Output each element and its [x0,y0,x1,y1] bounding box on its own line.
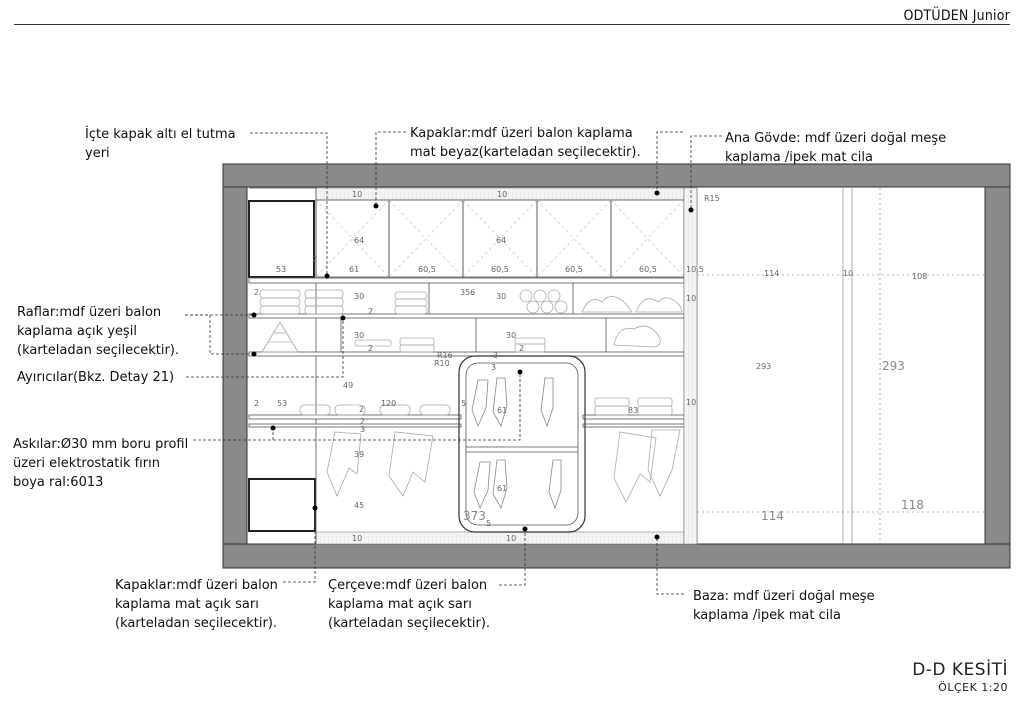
dim-label: 2 [360,417,366,426]
dim-label: 3 [491,363,497,372]
dim-label: 64 [496,236,507,245]
dim-label: 293 [756,362,772,371]
dim-label: 61 [497,484,508,493]
dim-label: 10 [506,534,517,543]
dim-label: 10 [843,269,854,278]
dim-label: 5 [486,519,492,528]
dim-label: 10 [686,294,697,303]
dim-label: 108 [912,272,928,281]
base-strip [316,532,684,544]
title-block [912,660,1008,694]
dim-label: 356 [460,288,476,297]
dim-label: 60,5 [418,265,436,274]
dim-label: 64 [354,236,365,245]
right-section-lines [697,188,985,544]
dim-label: 10 [352,534,363,543]
dim-label: 2 [312,255,318,264]
dim-label: 2 [519,344,525,353]
dim-label: 30 [506,331,517,340]
dim-label: 53 [276,265,287,274]
dim-label: R15 [704,194,720,203]
carcass-bottom [223,544,1010,568]
dim-label: 2 [359,405,365,414]
dim-label: 49 [343,381,354,390]
dividers [341,188,697,544]
dim-label: 60,5 [639,265,657,274]
dim-label-large: 373 [463,509,486,523]
carcass-top [223,164,1010,187]
note-bottom-doors: Kapaklar:mdf üzeri balon kaplama mat açık sarı (karteladan seçilecektir). [115,578,278,631]
dim-label: 3 [360,425,366,434]
note-dividers: Ayırıcılar(Bkz. Detay 21) [17,370,175,385]
dim-label: 2 [368,344,374,353]
dim-label: 10 [686,398,697,407]
dim-label: 60,5 [491,265,509,274]
note-base: Baza: mdf üzeri doğal meşe kaplama /ipek mat cila [693,589,875,623]
section-title: D-D KESİTİ [912,660,1008,680]
dim-label: 53 [277,399,288,408]
note-top-doors: Kapaklar:mdf üzeri balon kaplama mat beyaz(karteladan seçilecektir). [410,126,641,160]
dim-label: 3 [493,351,499,360]
dim-label: 10 [352,190,363,199]
dim-label: 83 [628,406,639,415]
carcass-left [223,187,247,544]
dim-label-large: 114 [761,509,784,523]
dim-label: 2 [368,307,374,316]
dim-label: 2 [254,288,260,297]
dim-label: 5 [461,399,467,408]
note-body: Ana Gövde: mdf üzeri doğal meşe kaplama /ipek mat cila [725,131,947,165]
dim-label: 114 [764,269,780,278]
note-rails: Askılar:Ø30 mm boru profil üzeri elektrostatik fırın boya ral:6013 [13,437,189,490]
dim-label-large: 293 [882,359,905,373]
dim-label: R16 [437,351,453,360]
dim-label: 2 [254,399,260,408]
carcass-right [985,187,1010,544]
dim-label: 30 [354,292,365,301]
dim-label: 10 [497,190,508,199]
scale-label: ÖLÇEK 1:20 [938,681,1008,694]
dim-label: R10 [434,359,450,368]
dim-label: 45 [354,501,365,510]
dim-label: 61 [349,265,360,274]
note-frame: Çerçeve:mdf üzeri balon kaplama mat açık sarı (karteladan seçilecektir). [328,578,491,631]
dim-label: 61 [497,406,508,415]
dim-label: 39 [354,450,365,459]
hanging-frame-inner [466,363,578,525]
note-shelves: Raflar:mdf üzeri balon kaplama açık yeşil (karteladan seçilecektir). [17,305,180,358]
dim-label: 30 [354,331,365,340]
dim-label: 30 [496,292,507,301]
dim-label: 10,5 [686,265,704,274]
note-handle: İçte kapak altı el tutma yeri [85,127,236,161]
dim-label: 120 [381,399,397,408]
left-bottom-cabinet [249,479,315,531]
brand-label: ODTÜDEN Junior [903,8,1010,24]
dim-label-large: 118 [901,498,924,512]
dim-label: 60,5 [565,265,583,274]
